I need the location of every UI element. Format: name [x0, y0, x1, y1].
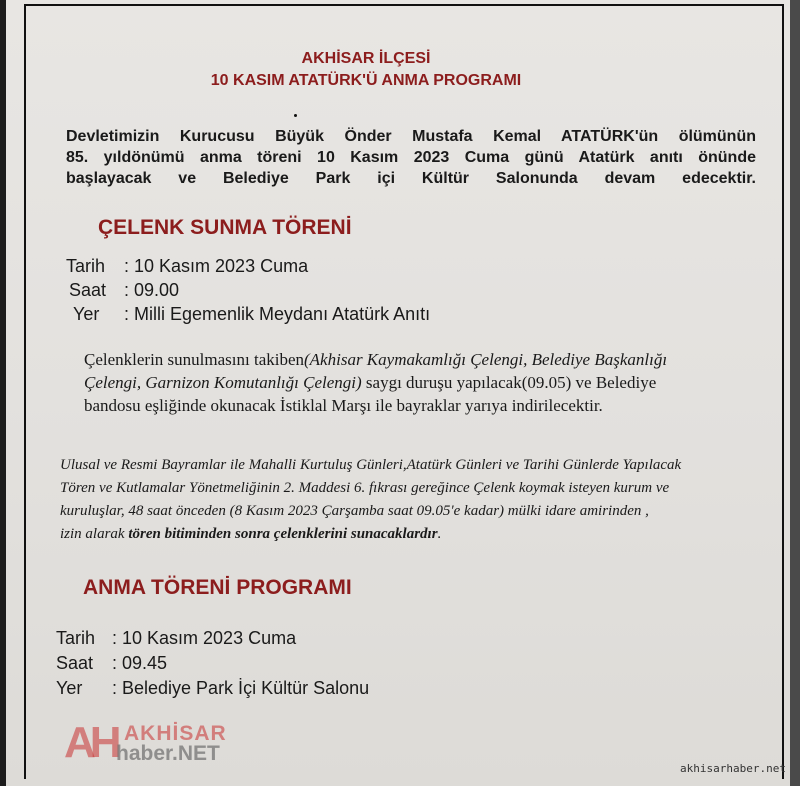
anma-time-label: Saat — [56, 653, 94, 673]
celenk-para-line-3: bandosu eşliğinde okunacak İstiklal Marşı ile bayraklar yarıya indirilecektir. — [84, 396, 603, 415]
celenk-para-italic: (Akhisar Kaymakamlığı Çelengi, Belediye Başkanlığı — [304, 350, 668, 369]
notice-line-4-bold: tören bitiminden sonra çelenklerini sunacaklardır — [128, 526, 438, 542]
notice-line-4-end: . — [437, 526, 442, 542]
notice-line-3: kuruluşlar, 48 saat önceden (8 Kasım 2023 Çarşamba saat 09.05'e kadar) mülki idare amirinden , — [60, 503, 649, 519]
logo-line-2: haber.NET — [116, 742, 220, 765]
anma-time-value: : 09.45 — [112, 653, 168, 673]
anma-heading: ANMA TÖRENİ PROGRAMI — [83, 576, 352, 599]
celenk-heading: ÇELENK SUNMA TÖRENİ — [98, 216, 352, 239]
anma-place-value: : Belediye Park İçi Kültür Salonu — [112, 678, 370, 698]
intro-paragraph — [66, 126, 756, 189]
logo-line-1: AKHİSAR — [124, 722, 227, 745]
celenk-para-line-2 — [84, 371, 784, 394]
anma-place-label: Yer — [56, 678, 83, 698]
celenk-para-text: Çelenklerin sunulmasını takiben — [84, 350, 305, 369]
notice-line-1: Ulusal ve Resmi Bayramlar ile Mahalli Kurtuluş Günleri,Atatürk Günleri ve Tarihi Günlerde Yapılacak — [60, 457, 682, 473]
logo-mark: AH — [64, 718, 116, 767]
anma-date-label: Tarih — [56, 628, 96, 648]
akhisarhaber-logo — [64, 718, 244, 768]
celenk-para-line-1 — [84, 348, 784, 371]
ink-dot — [294, 114, 297, 117]
title-line-1: AKHİSAR İLÇESİ — [301, 50, 431, 67]
celenk-date-value: : 10 Kasım 2023 Cuma — [124, 256, 309, 276]
celenk-place-label: Yer — [73, 304, 100, 324]
source-watermark: akhisarhaber.net — [680, 762, 786, 775]
celenk-time-value: : 09.00 — [124, 280, 180, 300]
page-border — [24, 4, 784, 779]
intro-line-1: Devletimizin Kurucusu Büyük Önder Mustafa Kemal ATATÜRK'ün ölümünün — [66, 128, 756, 145]
celenk-para-italic-2: Çelengi, Garnizon Komutanlığı Çelengi) — [84, 373, 362, 392]
celenk-date-label: Tarih — [66, 256, 106, 276]
title-line-2: 10 KASIM ATATÜRK'Ü ANMA PROGRAMI — [210, 72, 522, 89]
celenk-time-label: Saat — [69, 280, 107, 300]
anma-date-value: : 10 Kasım 2023 Cuma — [112, 628, 297, 648]
intro-line-3: başlayacak ve Belediye Park içi Kültür Salonunda devam edecektir. — [66, 170, 756, 187]
notice-paragraph — [60, 454, 800, 546]
notice-line-4-a: izin alarak — [60, 526, 129, 542]
celenk-place-value: : Milli Egemenlik Meydanı Atatürk Anıtı — [124, 304, 431, 324]
celenk-para-text-2: saygı duruşu yapılacak(09.05) ve Belediye — [361, 373, 657, 392]
intro-line-2: 85. yıldönümü anma töreni 10 Kasım 2023 Cuma günü Atatürk anıtı önünde — [66, 149, 756, 166]
notice-line-2: Tören ve Kutlamalar Yönetmeliğinin 2. Maddesi 6. fıkrası gereğince Çelenk koymak isteyen kurum ve — [60, 480, 670, 496]
notice-line-4 — [60, 523, 800, 546]
celenk-paragraph — [84, 348, 784, 417]
page-edge-shadow — [790, 0, 800, 786]
